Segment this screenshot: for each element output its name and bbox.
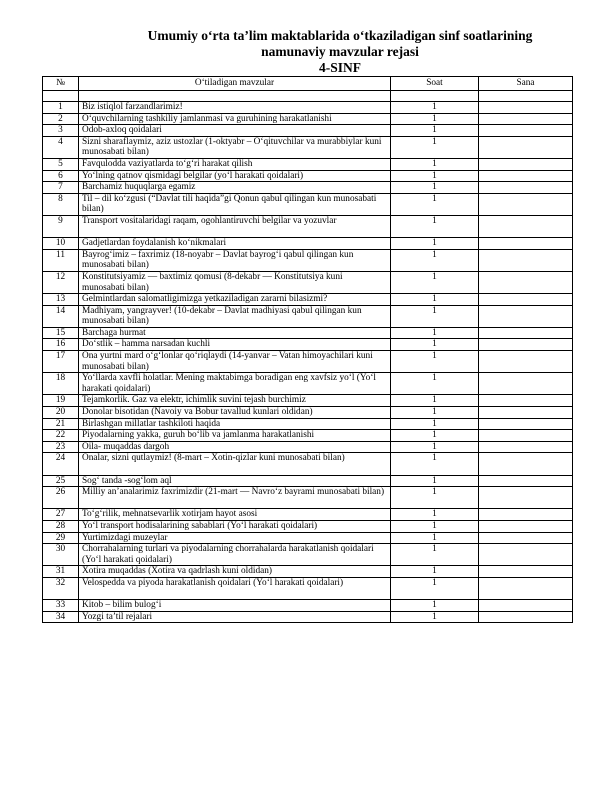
row-topic: Gelmintlardan salomatligimizga yetkaziladigan zararni bilasizmi? xyxy=(79,294,391,306)
table-row xyxy=(43,544,573,566)
row-date xyxy=(479,158,573,170)
header-topics: O‘tiladigan mavzular xyxy=(79,77,391,91)
row-topic: Bayrog‘imiz – faxrimiz (18-noyabr – Davlat bayrog‘i qabul qilingan kun munosabati bilan) xyxy=(79,249,391,271)
row-hours: 1 xyxy=(391,182,479,194)
row-hours: 1 xyxy=(391,271,479,293)
row-date xyxy=(479,327,573,339)
row-hours: 1 xyxy=(391,125,479,137)
title-line-2: namunaviy mavzular rejasi xyxy=(261,44,419,59)
header-hours: Soat xyxy=(391,77,479,91)
row-date xyxy=(479,611,573,623)
row-number: 13 xyxy=(43,294,79,306)
table-row xyxy=(43,509,573,521)
row-hours: 1 xyxy=(391,249,479,271)
row-hours: 1 xyxy=(391,441,479,453)
table-row xyxy=(43,193,573,215)
row-hours: 1 xyxy=(391,327,479,339)
row-hours: 1 xyxy=(391,294,479,306)
title-grade: 4-SINF xyxy=(318,60,361,75)
row-date xyxy=(479,294,573,306)
row-hours: 1 xyxy=(391,611,479,623)
row-number: 14 xyxy=(43,305,79,327)
empty-cell xyxy=(43,91,79,102)
table-body xyxy=(43,91,573,623)
table-row xyxy=(43,113,573,125)
table-row xyxy=(43,566,573,578)
row-number: 10 xyxy=(43,238,79,250)
header-date: Sana xyxy=(479,77,573,91)
row-hours: 1 xyxy=(391,453,479,475)
row-date xyxy=(479,215,573,237)
row-hours: 1 xyxy=(391,158,479,170)
row-topic: Konstitutsiyamiz — baxtimiz qomusi (8-dekabr — Konstitutsiya kuni munosabati bilan) xyxy=(79,271,391,293)
row-hours: 1 xyxy=(391,544,479,566)
table-row xyxy=(43,327,573,339)
row-hours: 1 xyxy=(391,102,479,114)
table-row xyxy=(43,577,573,599)
table-row xyxy=(43,611,573,623)
title-line-1: Umumiy o‘rta ta’lim maktablarida o‘tkaziladigan sinf soatlarining xyxy=(147,28,533,43)
row-topic: Do‘stlik – hamma narsadan kuchli xyxy=(79,339,391,351)
empty-cell xyxy=(479,91,573,102)
row-hours: 1 xyxy=(391,305,479,327)
row-topic: Milliy an’analarimiz faxrimizdir (21-mart — Navro‘z bayrami munosabati bilan) xyxy=(79,487,391,509)
row-hours: 1 xyxy=(391,395,479,407)
row-date xyxy=(479,170,573,182)
table-row xyxy=(43,182,573,194)
row-date xyxy=(479,373,573,395)
row-topic: Chorrahalarning turlari va piyodalarning chorrahalarda harakatlanish qoidalari (Yo‘l harakati qoidalari) xyxy=(79,544,391,566)
row-hours: 1 xyxy=(391,238,479,250)
row-hours: 1 xyxy=(391,339,479,351)
table-row xyxy=(43,294,573,306)
row-date xyxy=(479,113,573,125)
row-number: 12 xyxy=(43,271,79,293)
row-date xyxy=(479,441,573,453)
row-date xyxy=(479,125,573,137)
row-hours: 1 xyxy=(391,566,479,578)
row-hours: 1 xyxy=(391,193,479,215)
row-date xyxy=(479,475,573,487)
row-number: 19 xyxy=(43,395,79,407)
row-date xyxy=(479,351,573,373)
table-row xyxy=(43,238,573,250)
row-number: 2 xyxy=(43,113,79,125)
table-header-row xyxy=(43,77,573,91)
row-date xyxy=(479,182,573,194)
table-row xyxy=(43,441,573,453)
row-topic: Onalar, sizni qutlaymiz! (8-mart – Xotin-qizlar kuni munosabati bilan) xyxy=(79,453,391,475)
table-row xyxy=(43,475,573,487)
row-hours: 1 xyxy=(391,351,479,373)
row-number: 27 xyxy=(43,509,79,521)
row-topic: Xotira muqaddas (Xotira va qadrlash kuni oldidan) xyxy=(79,566,391,578)
row-topic: Donolar bisotidan (Navoiy va Bobur tavallud kunlari oldidan) xyxy=(79,407,391,419)
table-row xyxy=(43,136,573,158)
row-date xyxy=(479,102,573,114)
row-topic: Favqulodda vaziyatlarda to‘g‘ri harakat qilish xyxy=(79,158,391,170)
table-row xyxy=(43,600,573,612)
row-hours: 1 xyxy=(391,487,479,509)
table-row xyxy=(43,102,573,114)
row-topic: Piyodalarning yakka, guruh bo‘lib va jamlanma harakatlanishi xyxy=(79,430,391,442)
row-date xyxy=(479,395,573,407)
row-hours: 1 xyxy=(391,373,479,395)
table-row xyxy=(43,339,573,351)
row-hours: 1 xyxy=(391,577,479,599)
row-number: 8 xyxy=(43,193,79,215)
row-hours: 1 xyxy=(391,600,479,612)
row-date xyxy=(479,577,573,599)
table-row xyxy=(43,249,573,271)
row-date xyxy=(479,271,573,293)
empty-cell xyxy=(391,91,479,102)
row-topic: Biz istiqlol farzandlarimiz! xyxy=(79,102,391,114)
row-hours: 1 xyxy=(391,418,479,430)
row-hours: 1 xyxy=(391,430,479,442)
row-number: 4 xyxy=(43,136,79,158)
row-date xyxy=(479,339,573,351)
row-topic: Barchaga hurmat xyxy=(79,327,391,339)
row-topic: Til – dil ko‘zgusi (“Davlat tili haqida”gi Qonun qabul qilingan kun munosabati bilan) xyxy=(79,193,391,215)
table-row xyxy=(43,351,573,373)
document-title xyxy=(130,28,550,76)
row-topic: Sizni sharaflaymiz, aziz ustozlar (1-oktyabr – O‘qituvchilar va murabbiylar kuni munosabati bilan) xyxy=(79,136,391,158)
row-number: 18 xyxy=(43,373,79,395)
row-number: 24 xyxy=(43,453,79,475)
row-topic: Ona yurtni mard o‘g‘lonlar qo‘riqlaydi (14-yanvar – Vatan himoyachilari kuni munosabati bilan) xyxy=(79,351,391,373)
row-number: 7 xyxy=(43,182,79,194)
row-number: 21 xyxy=(43,418,79,430)
table-row xyxy=(43,395,573,407)
row-topic: Odob-axloq qoidalari xyxy=(79,125,391,137)
table-row xyxy=(43,170,573,182)
header-number: № xyxy=(43,77,79,91)
row-number: 34 xyxy=(43,611,79,623)
row-hours: 1 xyxy=(391,407,479,419)
row-hours: 1 xyxy=(391,509,479,521)
row-hours: 1 xyxy=(391,170,479,182)
empty-row xyxy=(43,91,573,102)
row-date xyxy=(479,487,573,509)
row-hours: 1 xyxy=(391,520,479,532)
row-hours: 1 xyxy=(391,475,479,487)
row-date xyxy=(479,430,573,442)
row-number: 23 xyxy=(43,441,79,453)
row-date xyxy=(479,520,573,532)
row-date xyxy=(479,249,573,271)
topics-table xyxy=(42,76,573,623)
row-number: 28 xyxy=(43,520,79,532)
row-date xyxy=(479,544,573,566)
row-number: 1 xyxy=(43,102,79,114)
row-number: 30 xyxy=(43,544,79,566)
table-row xyxy=(43,215,573,237)
row-hours: 1 xyxy=(391,136,479,158)
row-topic: Yurtimizdagi muzeylar xyxy=(79,532,391,544)
row-number: 22 xyxy=(43,430,79,442)
row-date xyxy=(479,566,573,578)
row-topic: Yozgi ta’til rejalari xyxy=(79,611,391,623)
table-row xyxy=(43,520,573,532)
row-number: 20 xyxy=(43,407,79,419)
row-topic: Transport vositalaridagi raqam, ogohlantiruvchi belgilar va yozuvlar xyxy=(79,215,391,237)
row-date xyxy=(479,418,573,430)
row-date xyxy=(479,453,573,475)
row-number: 16 xyxy=(43,339,79,351)
table-row xyxy=(43,158,573,170)
table-row xyxy=(43,305,573,327)
row-number: 33 xyxy=(43,600,79,612)
table-row xyxy=(43,407,573,419)
empty-cell xyxy=(79,91,391,102)
row-topic: Birlashgan millatlar tashkiloti haqida xyxy=(79,418,391,430)
row-date xyxy=(479,193,573,215)
row-topic: Oila- muqaddas dargoh xyxy=(79,441,391,453)
row-topic: Yo‘l transport hodisalarining sabablari (Yo‘l harakati qoidalari) xyxy=(79,520,391,532)
table-row xyxy=(43,487,573,509)
row-number: 15 xyxy=(43,327,79,339)
table-row xyxy=(43,125,573,137)
row-topic: Yo‘lning qatnov qismidagi belgilar (yo‘l harakati qoidalari) xyxy=(79,170,391,182)
row-date xyxy=(479,600,573,612)
row-date xyxy=(479,407,573,419)
row-hours: 1 xyxy=(391,215,479,237)
row-number: 3 xyxy=(43,125,79,137)
row-number: 31 xyxy=(43,566,79,578)
row-date xyxy=(479,238,573,250)
row-number: 32 xyxy=(43,577,79,599)
table-row xyxy=(43,532,573,544)
row-topic: Barchamiz huquqlarga egamiz xyxy=(79,182,391,194)
row-number: 25 xyxy=(43,475,79,487)
row-number: 26 xyxy=(43,487,79,509)
row-hours: 1 xyxy=(391,113,479,125)
row-number: 5 xyxy=(43,158,79,170)
row-number: 17 xyxy=(43,351,79,373)
row-topic: Tejamkorlik. Gaz va elektr, ichimlik suvini tejash burchimiz xyxy=(79,395,391,407)
row-topic: O‘quvchilarning tashkiliy jamlanmasi va guruhining harakatlanishi xyxy=(79,113,391,125)
row-date xyxy=(479,305,573,327)
row-number: 11 xyxy=(43,249,79,271)
table-row xyxy=(43,271,573,293)
row-hours: 1 xyxy=(391,532,479,544)
row-date xyxy=(479,532,573,544)
row-date xyxy=(479,509,573,521)
row-topic: To‘g‘rilik, mehnatsevarlik xotirjam hayot asosi xyxy=(79,509,391,521)
row-number: 29 xyxy=(43,532,79,544)
table-row xyxy=(43,373,573,395)
row-topic: Gadjetlardan foydalanish ko‘nikmalari xyxy=(79,238,391,250)
row-topic: Kitob – bilim bulog‘i xyxy=(79,600,391,612)
table-row xyxy=(43,453,573,475)
row-topic: Yo‘llarda xavfli holatlar. Mening maktabimga boradigan eng xavfsiz yo‘l (Yo‘l harakati qoidalari) xyxy=(79,373,391,395)
row-topic: Velospedda va piyoda harakatlanish qoidalari (Yo‘l harakati qoidalari) xyxy=(79,577,391,599)
row-topic: Madhiyam, yangrayver! (10-dekabr – Davlat madhiyasi qabul qilingan kun munosabati bilan) xyxy=(79,305,391,327)
row-topic: Sog‘ tanda -sog‘lom aql xyxy=(79,475,391,487)
table-row xyxy=(43,418,573,430)
row-number: 9 xyxy=(43,215,79,237)
row-date xyxy=(479,136,573,158)
table-row xyxy=(43,430,573,442)
row-number: 6 xyxy=(43,170,79,182)
